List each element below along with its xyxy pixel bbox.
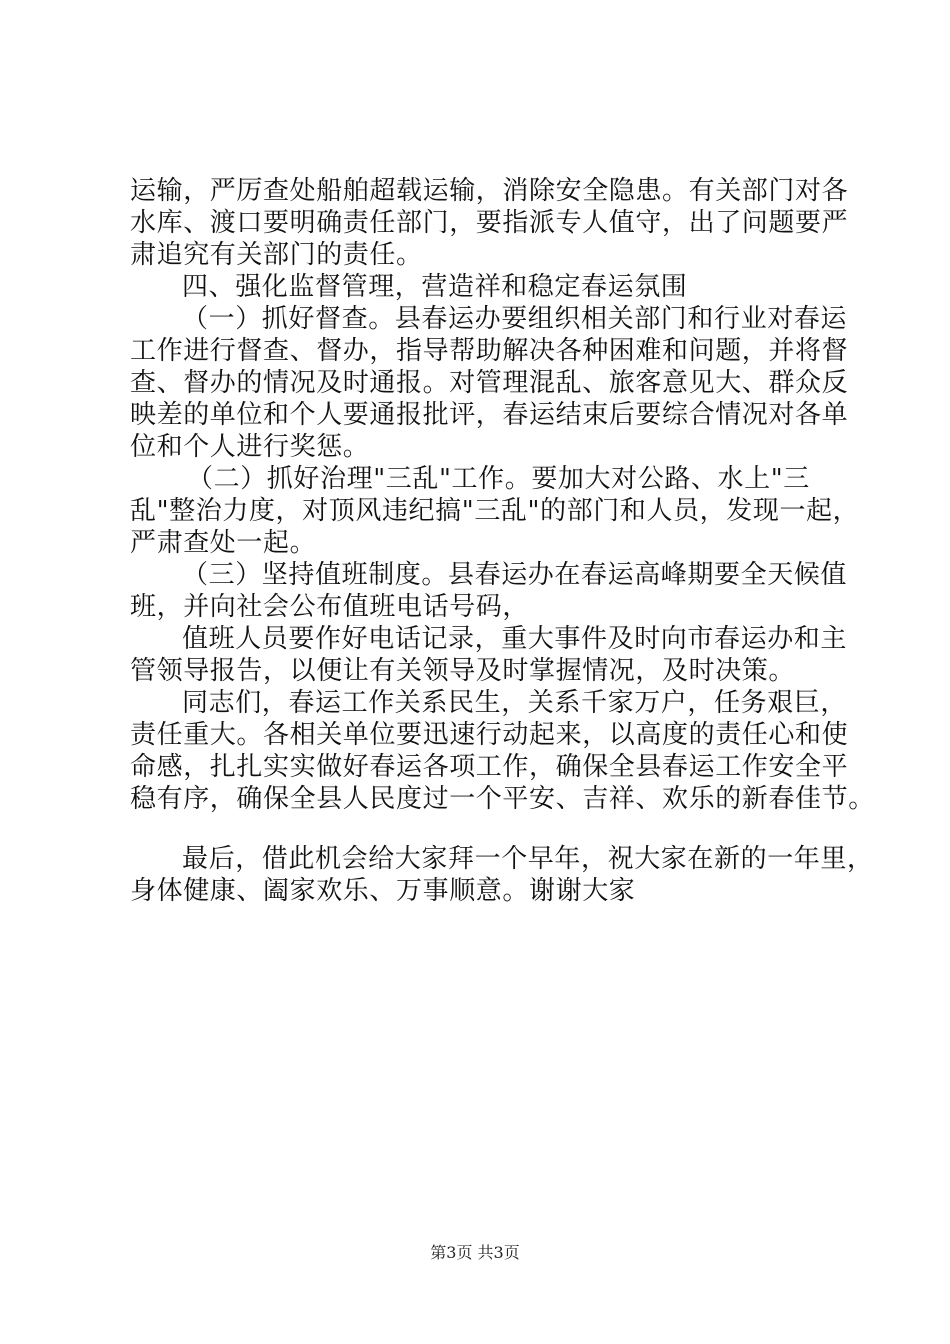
- body-line: 最后，借此机会给大家拜一个早年，祝大家在新的一年里，: [182, 844, 874, 874]
- body-line: （二）抓好治理"三乱"工作。要加大对公路、水上"三: [187, 464, 810, 494]
- body-line: 水库、渡口要明确责任部门，要指派专人值守，出了问题要严: [130, 208, 849, 238]
- body-line: 责任重大。各相关单位要迅速行动起来，以高度的责任心和使: [130, 720, 849, 750]
- body-line: 乱"整治力度，对顶风违纪搞"三乱"的部门和人员，发现一起，: [130, 496, 860, 526]
- body-line: 严肃查处一起。: [130, 528, 317, 558]
- body-line: 映差的单位和个人要通报批评，春运结束后要综合情况对各单: [130, 400, 849, 430]
- page-number-footer: 第3页 共3页: [430, 1243, 520, 1262]
- body-line: 肃追究有关部门的责任。: [130, 240, 423, 270]
- body-line: 值班人员要作好电话记录，重大事件及时向市春运办和主: [182, 624, 848, 654]
- body-line: 工作进行督查、督办，指导帮助解决各种困难和问题，并将督: [130, 336, 849, 366]
- body-line: 运输，严厉查处船舶超载运输，消除安全隐患。有关部门对各: [130, 176, 849, 206]
- body-line: 管领导报告，以便让有关领导及时掌握情况，及时决策。: [130, 656, 796, 686]
- body-line: 位和个人进行奖惩。: [130, 432, 370, 462]
- section-heading: 四、强化监督管理，营造祥和稳定春运氛围: [182, 272, 688, 302]
- body-line: 班，并向社会公布值班电话号码，: [130, 592, 530, 622]
- body-line: 同志们，春运工作关系民生，关系千家万户，任务艰巨，: [182, 688, 848, 718]
- body-line: 命感，扎扎实实做好春运各项工作，确保全县春运工作安全平: [130, 752, 849, 782]
- body-line: 查、督办的情况及时通报。对管理混乱、旅客意见大、群众反: [130, 368, 849, 398]
- body-line: 稳有序，确保全县人民度过一个平安、吉祥、欢乐的新春佳节。: [130, 784, 875, 814]
- body-line: （三）坚持值班制度。县春运办在春运高峰期要全天候值: [182, 560, 848, 590]
- body-line: （一）抓好督查。县春运办要组织相关部门和行业对春运: [182, 304, 848, 334]
- body-line: 身体健康、阖家欢乐、万事顺意。谢谢大家: [130, 876, 636, 906]
